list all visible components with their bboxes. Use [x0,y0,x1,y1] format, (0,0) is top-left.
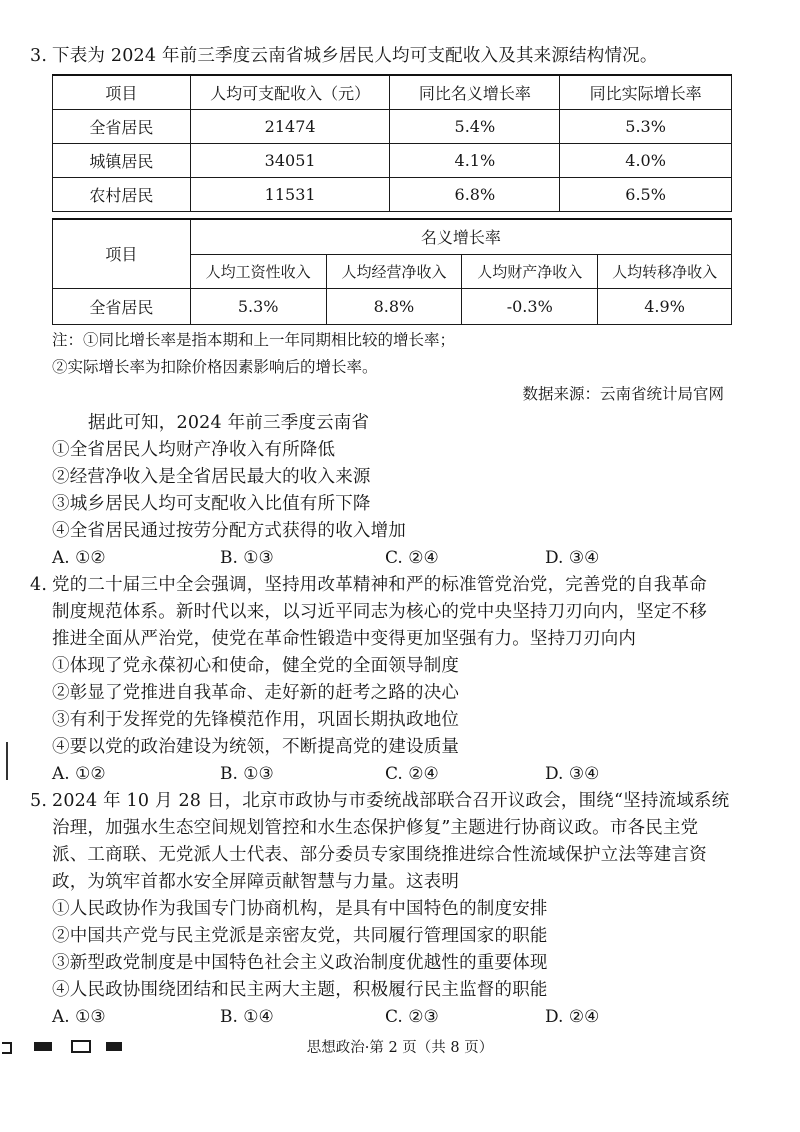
table-cell: 4.1% [390,143,560,177]
table-cell: 全省居民 [53,288,191,324]
table-cell: 农村居民 [53,177,191,211]
table-cell: 8.8% [326,288,462,324]
q3-number: 3. [30,46,48,66]
table-cell: 21474 [190,109,390,143]
q5-stem-line: 2024 年 10 月 28 日，北京市政协与市委统战部联合召开议政会，围绕“坚持流域系统 [52,791,730,811]
q3-statement: ①全省居民人均财产净收入有所降低 [52,440,336,460]
q5-number: 5. [30,791,48,811]
page-footer: 思想政治·第 2 页（共 8 页） [306,1040,494,1056]
table-row [53,109,732,143]
q5-statement: ②中国共产党与民主党派是亲密友党，共同履行管理国家的职能 [52,926,548,946]
table-cell: -0.3% [462,288,598,324]
subheader-cell: 人均工资性收入 [190,254,326,288]
table-note: ②实际增长率为扣除价格因素影响后的增长率。 [52,358,378,376]
q4-number: 4. [30,575,48,595]
q5-option-d[interactable]: D. ②④ [545,1007,600,1027]
q5-option-c[interactable]: C. ②③ [385,1007,439,1027]
q4-statement: ④要以党的政治建设为统领，不断提高党的建设质量 [52,737,460,757]
subheader-cell: 人均财产净收入 [462,254,598,288]
scan-edge-mark [6,742,8,780]
q3-stem: 下表为 2024 年前三季度云南省城乡居民人均可支配收入及其来源结构情况。 [52,46,658,66]
table-cell: 全省居民 [53,109,191,143]
table-row [53,177,732,211]
q4-option-b[interactable]: B. ①③ [220,764,274,784]
q5-stem-line: 政，为筑牢首都水安全屏障贡献智慧与力量。这表明 [52,872,460,892]
table-row [53,143,732,177]
q3-statement: ②经营净收入是全省居民最大的收入来源 [52,467,371,487]
table-cell: 6.5% [560,177,732,211]
table-cell: 11531 [190,177,390,211]
table-cell: 6.8% [390,177,560,211]
header-cell: 同比实际增长率 [560,75,732,109]
q5-stem-line: 治理，加强水生态空间规划管控和水生态保护修复”主题进行协商议政。市各民主党 [52,818,699,838]
q4-statement: ③有利于发挥党的先锋模范作用，巩固长期执政地位 [52,710,460,730]
header-cell: 同比名义增长率 [390,75,560,109]
q5-statement: ①人民政协作为我国专门协商机构，是具有中国特色的制度安排 [52,899,548,919]
growth-table-group-row [53,219,732,254]
q4-option-a[interactable]: A. ①② [52,764,106,784]
q5-option-b[interactable]: B. ①④ [220,1007,274,1027]
q4-stem-line: 党的二十届三中全会强调，坚持用改革精神和严的标准管党治党，完善党的自我革命 [52,575,707,595]
q4-option-c[interactable]: C. ②④ [385,764,439,784]
table-cell: 城镇居民 [53,143,191,177]
q4-stem-line: 推进全面从严治党，使党在革命性锻造中变得更加坚强有力。坚持刀刃向内 [52,629,637,649]
q3-option-c[interactable]: C. ②④ [385,548,439,568]
subheader-cell: 人均转移净收入 [598,254,732,288]
q4-statement: ②彰显了党推进自我革命、走好新的赶考之路的决心 [52,683,460,703]
q4-option-d[interactable]: D. ③④ [545,764,600,784]
q5-statement: ③新型政党制度是中国特色社会主义政治制度优越性的重要体现 [52,953,548,973]
income-table [52,74,732,212]
table-row [53,288,732,324]
table-note: 注：①同比增长率是指本期和上一年同期相比较的增长率； [52,331,456,349]
q3-statement: ④全省居民通过按劳分配方式获得的收入增加 [52,521,406,541]
q5-option-a[interactable]: A. ①③ [52,1007,106,1027]
group-header-cell: 名义增长率 [190,219,731,254]
table-cell: 4.0% [560,143,732,177]
table-cell: 34051 [190,143,390,177]
table-cell: 5.3% [560,109,732,143]
q5-stem-line: 派、工商联、无党派人士代表、部分委员专家围绕推进综合性流域保护立法等建言资 [52,845,707,865]
q5-statement: ④人民政协围绕团结和民主两大主题，积极履行民主监督的职能 [52,980,548,1000]
table-cell: 4.9% [598,288,732,324]
q3-lead: 据此可知，2024 年前三季度云南省 [88,413,370,433]
header-cell: 项目 [53,219,191,288]
table-cell: 5.3% [190,288,326,324]
growth-table [52,218,732,325]
q4-stem-line: 制度规范体系。新时代以来，以习近平同志为核心的党中央坚持刀刃向内，坚定不移 [52,602,707,622]
header-cell: 项目 [53,75,191,109]
q3-option-b[interactable]: B. ①③ [220,548,274,568]
q3-option-d[interactable]: D. ③④ [545,548,600,568]
income-table-header-row [53,75,732,109]
q3-option-a[interactable]: A. ①② [52,548,106,568]
data-source: 数据来源：云南省统计局官网 [522,385,724,403]
q3-statement: ③城乡居民人均可支配收入比值有所下降 [52,494,371,514]
q4-statement: ①体现了党永葆初心和使命，健全党的全面领导制度 [52,656,460,676]
subheader-cell: 人均经营净收入 [326,254,462,288]
table-cell: 5.4% [390,109,560,143]
header-cell: 人均可支配收入（元） [190,75,390,109]
